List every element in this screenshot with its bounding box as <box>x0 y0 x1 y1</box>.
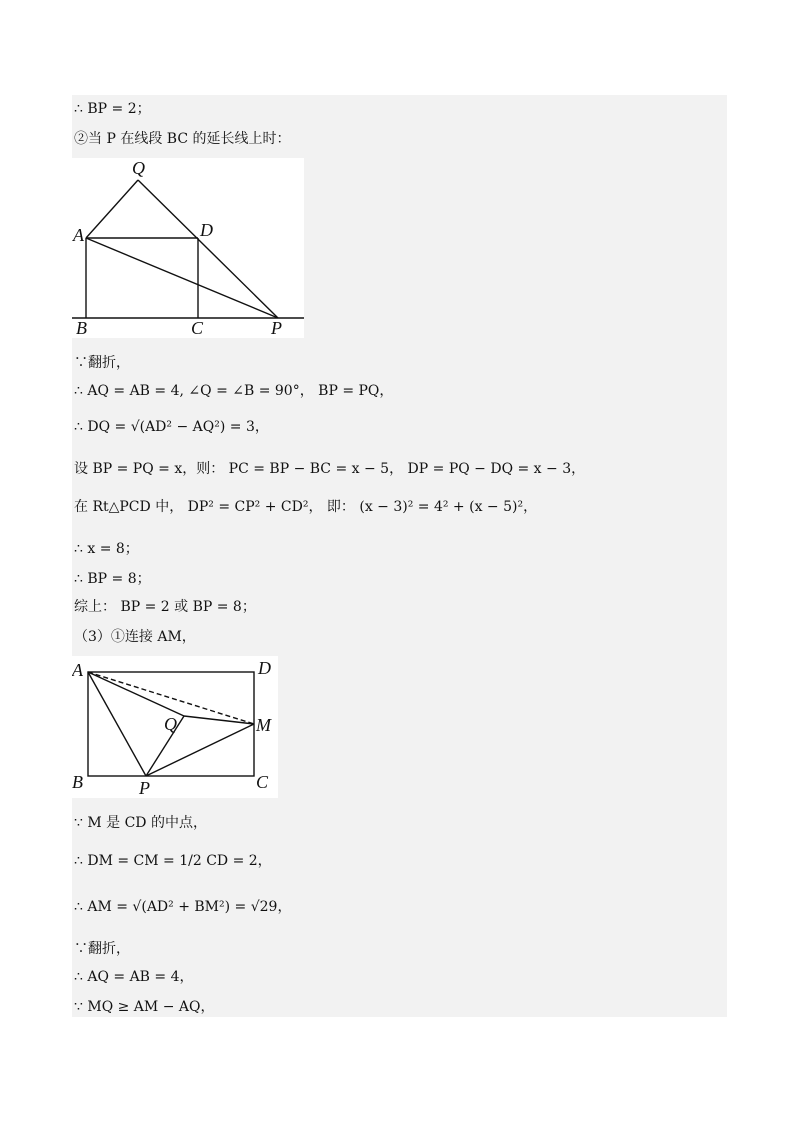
text-line-5: ∴ DQ = √(AD² − AQ²) = 3， <box>74 419 269 435</box>
text-line-13: ∴ DM = CM = 1/2 CD = 2， <box>74 853 272 869</box>
text-line-1: ∴ BP = 2； <box>74 101 151 117</box>
text-line-12: ∵ M 是 CD 的中点， <box>74 815 207 831</box>
text-line-15: ∵翻折， <box>74 941 130 957</box>
fig1-label-q: Q <box>132 158 145 178</box>
text-line-3: ∵翻折， <box>74 355 130 371</box>
fig1-label-c: C <box>191 318 204 338</box>
fig1-label-p: P <box>271 318 282 338</box>
fig2-label-c: C <box>256 772 269 792</box>
fig2-label-a: A <box>72 660 83 680</box>
fig2-label-d: D <box>258 658 271 678</box>
text-line-17: ∵ MQ ≥ AM − AQ， <box>74 999 215 1015</box>
text-line-10: 综上： BP = 2 或 BP = 8； <box>74 599 256 615</box>
geometry-figure-1 <box>72 158 304 338</box>
geometry-figure-2 <box>72 656 278 798</box>
fig2-label-q: Q <box>164 714 177 734</box>
text-line-6: 设 BP = PQ = x，则： PC = BP − BC = x − 5， DP = PQ − DQ = x − 3， <box>74 461 586 477</box>
text-line-4: ∴ AQ = AB = 4, ∠Q = ∠B = 90°， BP = PQ， <box>74 383 394 399</box>
fig1-label-a: A <box>73 225 84 245</box>
text-line-7: 在 Rt△PCD 中， DP² = CP² + CD²， 即： (x − 3)² = 4² + (x − 5)²， <box>74 499 538 515</box>
text-line-14: ∴ AM = √(AD² + BM²) = √29， <box>74 899 292 915</box>
fig1-label-b: B <box>76 318 87 338</box>
fig2-label-p: P <box>139 778 150 798</box>
text-line-9: ∴ BP = 8； <box>74 571 151 587</box>
text-line-11: （3）①连接 AM， <box>74 629 196 645</box>
text-line-2: ②当 P 在线段 BC 的延长线上时： <box>74 131 291 147</box>
fig2-label-m: M <box>256 715 271 735</box>
fig2-label-b: B <box>72 772 83 792</box>
text-line-8: ∴ x = 8； <box>74 541 139 557</box>
text-line-16: ∴ AQ = AB = 4， <box>74 969 194 985</box>
fig1-label-d: D <box>200 220 213 240</box>
